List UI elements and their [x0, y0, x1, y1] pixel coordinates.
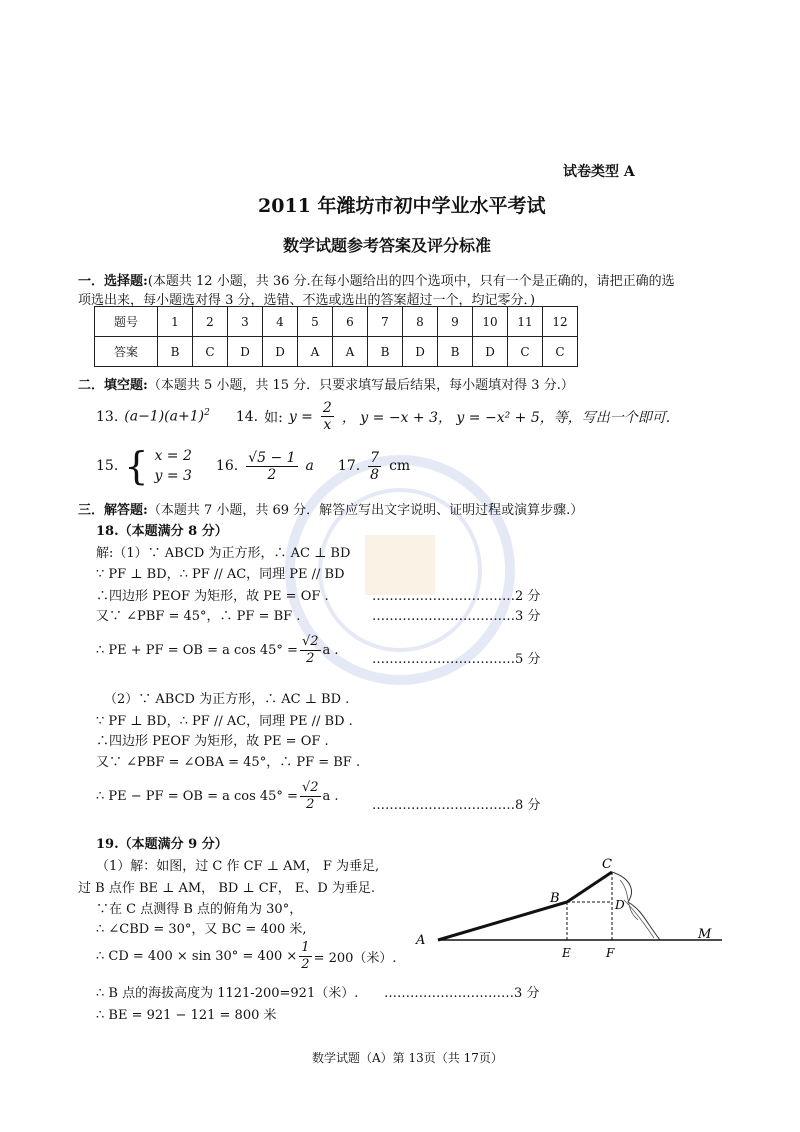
- section2-line: [78, 374, 574, 393]
- table-cell: 9: [438, 307, 473, 337]
- slope-bc: [567, 872, 612, 902]
- q14-rest: ， y = −x + 3， y = −x² + 5，等，写出一个即可.: [341, 409, 671, 426]
- q14-fraction: $\frac{2}{x}$: [322, 400, 332, 433]
- answer-table: [94, 306, 578, 367]
- q16-var: a: [305, 458, 314, 474]
- table-cell: C: [193, 337, 228, 367]
- q17-fraction: $\frac{7}{8}$: [370, 449, 380, 483]
- table-cell: C: [543, 337, 578, 367]
- q16-fraction: $\frac{√5 - 1}{2}$: [248, 449, 296, 483]
- table-cell: 3: [228, 307, 263, 337]
- table-cell: 10: [473, 307, 508, 337]
- q18-score: ……………………………5 分: [372, 652, 541, 667]
- table-cell: D: [228, 337, 263, 367]
- q19-line: ∴ B 点的海拔高度为 1121-200=921（米）.: [96, 986, 359, 1001]
- table-cell: 11: [508, 307, 543, 337]
- row-label-answer: 答案: [95, 337, 158, 367]
- q19-line: 过 B 点作 BE ⊥ AM， BD ⊥ CF， E、D 为垂足.: [78, 881, 376, 896]
- q15-system: x = 2 y = 3: [154, 448, 192, 484]
- q18-line: ∵ PF ⊥ BD，∴ PF // AC，同理 PE // BD: [96, 567, 345, 582]
- table-cell: 5: [298, 307, 333, 337]
- q14-y: y =: [288, 408, 313, 425]
- q14-label: 14.: [235, 408, 259, 425]
- q18-score: ……………………………3 分: [372, 609, 541, 624]
- section3-heading: 三．解答题:: [78, 503, 148, 518]
- q19-line: ∵在 C 点测得 B 点的俯角为 30°，: [96, 902, 303, 917]
- table-cell: B: [158, 337, 193, 367]
- table-cell: B: [438, 337, 473, 367]
- q19-line-5: ∴ CD = 400 × sin 30° = 400 × $\frac{1}{2}$ = 200（米）.: [96, 940, 397, 972]
- exam-subtitle: 数学试题参考答案及评分标准: [283, 236, 492, 255]
- table-cell: A: [298, 337, 333, 367]
- table-cell: B: [368, 337, 403, 367]
- section3-desc: （本题共 7 小题，共 69 分．解答应写出文字说明、证明过程或演算步骤.）: [147, 503, 584, 518]
- q19-line: ∴ ∠CBD = 30°，又 BC = 400 米,: [96, 922, 307, 937]
- table-cell: D: [473, 337, 508, 367]
- row-label-question: 题号: [95, 307, 158, 337]
- label-b: B: [550, 891, 560, 906]
- table-cell: D: [403, 337, 438, 367]
- q19-line: （1）解：如图，过 C 作 CF ⊥ AM， F 为垂足,: [96, 859, 380, 874]
- q18-line: 又∵ ∠PBF = ∠OBA = 45°，∴ PF = BF .: [96, 755, 361, 770]
- exam-title: 2011 年潍坊市初中学业水平考试: [258, 195, 546, 217]
- table-cell: 2: [193, 307, 228, 337]
- section1-desc-line2: 项选出来，每小题选对得 3 分，选错、不选或选出的答案超过一个，均记零分．): [78, 293, 536, 308]
- q18-fraction: $\frac{√2}{2}$: [301, 634, 319, 666]
- table-row: [95, 307, 578, 337]
- q18-score: ……………………………2 分: [372, 589, 541, 604]
- section3-line: [78, 499, 583, 518]
- table-cell: 7: [368, 307, 403, 337]
- table-cell: 6: [333, 307, 368, 337]
- q17-unit: cm: [389, 458, 411, 474]
- q18-line-10: ∴ PE − PF = OB = a cos 45° = $\frac{√2}{2}$ a .: [96, 780, 339, 812]
- q15-q17-row: [96, 446, 410, 486]
- q17-label: 17.: [337, 458, 361, 474]
- q18-line: ∴四边形 PEOF 为矩形，故 PE = OF .: [96, 589, 329, 604]
- table-cell: 8: [403, 307, 438, 337]
- slope-ab: [438, 902, 567, 940]
- q15-label: 15.: [96, 458, 119, 474]
- q18-line: ∴四边形 PEOF 为矩形，故 PE = OF .: [96, 734, 329, 749]
- q19-diagram: [410, 850, 730, 965]
- q13-label: 13.: [96, 408, 119, 425]
- label-e: E: [562, 946, 571, 960]
- q13-answer: $(a-1)(a+1)^2$: [124, 408, 210, 425]
- table-row: [95, 337, 578, 367]
- label-m: M: [698, 927, 712, 942]
- label-f: F: [606, 946, 615, 960]
- q18-line-5: ∴ PE + PF = OB = a cos 45° = $\frac{√2}{2}$ a .: [96, 634, 339, 666]
- q19-line: ∴ BE = 921 − 121 = 800 米: [96, 1008, 277, 1023]
- table-cell: 4: [263, 307, 298, 337]
- section1-heading: 一．选择题:: [78, 274, 148, 289]
- table-cell: C: [508, 337, 543, 367]
- table-cell: 12: [543, 307, 578, 337]
- label-c: C: [602, 857, 612, 872]
- q18-line: （2）∵ ABCD 为正方形，∴ AC ⊥ BD .: [104, 692, 350, 707]
- q18-line: 又∵ ∠PBF = 45°，∴ PF = BF .: [96, 609, 301, 624]
- section1-line1: [78, 270, 675, 289]
- table-cell: A: [333, 337, 368, 367]
- section2-heading: 二．填空题:: [78, 378, 148, 393]
- q18-title: 18.（本题满分 8 分）: [96, 524, 228, 539]
- label-a: A: [416, 933, 426, 948]
- section1-desc-line1: (本题共 12 小题，共 36 分.在每小题给出的四个选项中，只有一个是正确的，请把正确的选: [147, 274, 675, 289]
- q19-title: 19.（本题满分 9 分）: [96, 837, 228, 852]
- table-cell: 1: [158, 307, 193, 337]
- q15-brace: {: [124, 444, 149, 488]
- section2-desc: （本题共 5 小题，共 15 分．只要求填写最后结果，每小题填对得 3 分.）: [147, 378, 574, 393]
- q13-q14-row: [96, 400, 670, 433]
- q16-label: 16.: [215, 458, 239, 474]
- page-footer: 数学试题（A）第 13页（共 17页）: [312, 1051, 503, 1065]
- label-d: D: [615, 898, 625, 912]
- q14-prefix: 如:: [264, 409, 283, 426]
- table-cell: D: [263, 337, 298, 367]
- q19-score: …………………………3 分: [384, 986, 540, 1001]
- q18-fraction: $\frac{√2}{2}$: [301, 780, 319, 812]
- q19-fraction: $\frac{1}{2}$: [301, 940, 310, 972]
- paper-type-label: 试卷类型 A: [563, 164, 635, 180]
- q18-line: 解:（1）∵ ABCD 为正方形，∴ AC ⊥ BD: [96, 546, 351, 561]
- q18-line: ∵ PF ⊥ BD，∴ PF // AC，同理 PE // BD .: [96, 714, 353, 729]
- q18-score: ……………………………8 分: [372, 798, 541, 813]
